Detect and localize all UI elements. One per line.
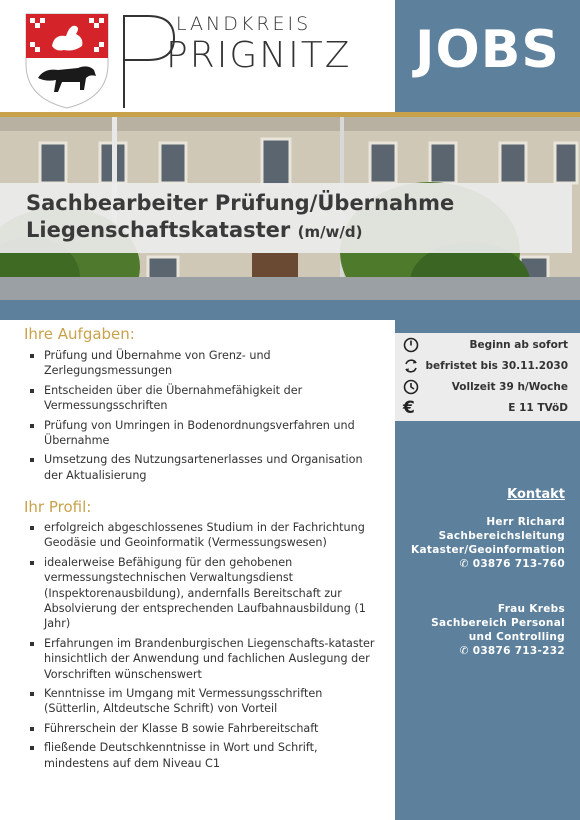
job-title (26, 190, 566, 246)
contact-role: Sachbereich Personal (431, 617, 565, 629)
list-item: Umsetzung des Nutzungsartenerlasses und Organisation der Aktualisierung (26, 452, 376, 483)
header (0, 0, 580, 112)
fact-hours (395, 378, 580, 398)
fact-text: Beginn ab sofort (469, 339, 568, 351)
clock-icon (403, 379, 419, 395)
fact-text: befristet bis 30.11.2030 (425, 360, 568, 372)
profil-heading: Ihr Profil: (24, 498, 92, 516)
fact-text: Vollzeit 39 h/Woche (451, 381, 568, 393)
phone-number: 03876 713-760 (472, 558, 565, 570)
contact-role: Sachbereichsleitung (438, 530, 565, 542)
euro-icon: € (403, 398, 415, 418)
brand-landkreis: LANDKREIS (176, 13, 312, 35)
job-title-suffix: (m/w/d) (297, 223, 363, 241)
jobs-label: JOBS (415, 20, 560, 80)
contact-heading: Kontakt (507, 487, 565, 502)
fact-duration (395, 357, 580, 377)
contact-phone[interactable] (395, 644, 565, 658)
facts-box (395, 333, 580, 421)
aufgaben-heading: Ihre Aufgaben: (24, 325, 135, 343)
list-item: fließende Deutschkenntnisse in Wort und Schrift, mindestens auf dem Niveau C1 (26, 740, 376, 771)
list-item: Entscheiden über die Übernahmefähigkeit der Vermessungsschriften (26, 383, 376, 414)
brand-prignitz: PRIGNITZ (166, 35, 352, 76)
job-title-line1: Sachbearbeiter Prüfung/Übernahme (26, 191, 455, 215)
blue-band (0, 300, 580, 320)
jobs-panel (395, 0, 580, 112)
logo-area (0, 0, 395, 112)
coat-of-arms-icon (24, 12, 110, 110)
fact-text: E 11 TVöD (508, 402, 568, 414)
phone-icon: ✆ (459, 645, 473, 657)
contact-role: Kataster/Geoinformation (411, 544, 565, 556)
contact-person-2 (395, 602, 565, 658)
profil-list (26, 520, 376, 775)
list-item: Prüfung und Übernahme von Grenz- und Zerlegungsmessungen (26, 348, 376, 379)
contact-name: Frau Krebs (497, 603, 565, 615)
fact-salary (395, 399, 580, 419)
contact-name: Herr Richard (486, 516, 565, 528)
list-item: erfolgreich abgeschlossenes Studium in der Fachrichtung Geodäsie und Geoinformatik (Vermessungswesen) (26, 520, 376, 551)
contact-phone[interactable] (395, 557, 565, 571)
list-item: Führerschein der Klasse B sowie Fahrbereitschaft (26, 721, 376, 736)
list-item: Erfahrungen im Brandenburgischen Liegenschafts-kataster hinsichtlich der Anwendung und fachlichen Auslegung der Vorschriften wünschenswert (26, 636, 376, 682)
fact-start (395, 336, 580, 356)
aufgaben-list (26, 348, 376, 487)
list-item: Kenntnisse im Umgang mit Vermessungsschriften (Sütterlin, Altdeutsche Schrift) von Vorteil (26, 686, 376, 717)
job-title-line2: Liegenschaftskataster (26, 218, 291, 242)
contact-person-1 (395, 515, 565, 571)
phone-icon: ✆ (459, 558, 473, 570)
cycle-icon (403, 358, 419, 374)
power-icon (403, 337, 419, 353)
contact-role: und Controlling (468, 631, 565, 643)
phone-number: 03876 713-232 (472, 645, 565, 657)
list-item: Prüfung von Umringen in Bodenordnungsverfahren und Übernahme (26, 418, 376, 449)
list-item: idealerweise Befähigung für den gehobenen vermessungstechnischen Verwaltungsdienst (Inspektorenausbildung), andernfalls Bereitschaft zur Absolvierung der entsprechenden Laufbahnausbildung (1 Jahr) (26, 555, 376, 632)
